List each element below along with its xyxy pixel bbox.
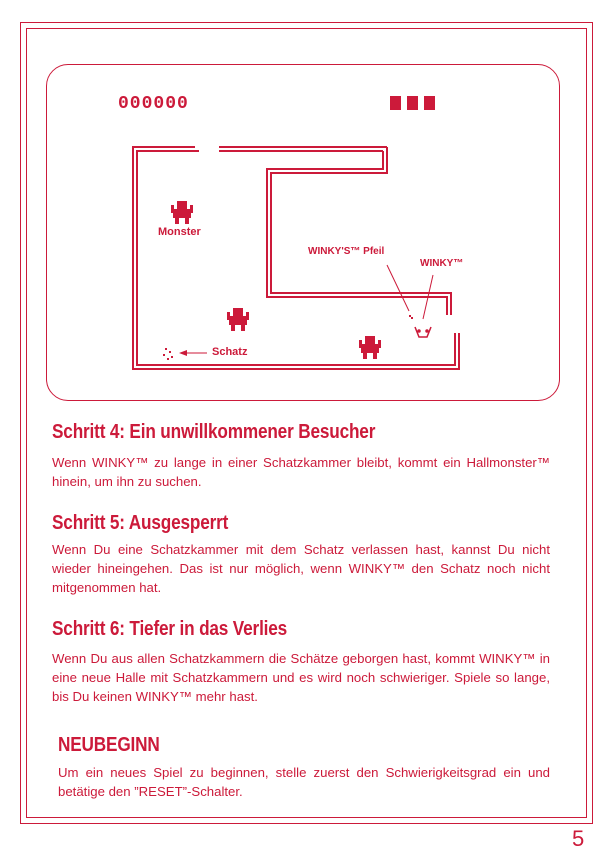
arrow-pointer-line [387,265,409,311]
life-block [390,96,401,110]
section-heading-step-5: Schritt 5: Ausgesperrt [52,512,229,534]
life-block [407,96,418,110]
score-display: 000000 [118,94,189,114]
section-body-step-5: Wenn Du eine Schatzkammer mit dem Schatz verlassen hast, kannst Du nicht wieder hineingehen. Das ist nur möglich, wenn WINKY™ den Schatz noch nicht mitgenommen hat. [52,542,550,595]
maze-wall [407,333,455,365]
game-maze [47,65,559,400]
maze-wall [271,147,451,315]
treasure-icon [163,348,173,360]
life-block [424,96,435,110]
section-heading-step-6: Schritt 6: Tiefer in das Verlies [52,618,288,640]
winky-label: WINKY™ [420,258,464,269]
section-heading-step-4: Schritt 4: Ein unwillkommener Besucher [52,421,376,443]
section-body-step-4: Wenn WINKY™ zu lange in einer Schatzkammer bleibt, kommt ein Hallmonster™ hinein, um ihn zu suchen. [52,455,550,489]
winky-arrow-icon [409,315,413,319]
section-body-step-6: Wenn Du aus allen Schatzkammern die Schätze geborgen hast, kommt WINKY™ in eine neue Halle mit Schatzkammern und es wird noch schwieriger. Spiele so lange, bis Du keinen WINKY™ mehr hast. [52,651,550,704]
treasure-label: Schatz [212,346,248,358]
maze-wall [411,333,459,369]
game-screen-illustration [46,64,560,401]
monster-icon [359,336,381,359]
winky-icon [415,327,431,337]
treasure-pointer-arrowhead [179,350,187,356]
section-heading-restart: NEUBEGINN [58,734,160,756]
section-body-restart: Um ein neues Spiel zu beginnen, stelle zuerst den Schwierigkeitsgrad ein und betätige den ”RESET”-Schalter. [58,765,550,799]
monster-label: Monster [158,226,201,238]
monster-icon [227,308,249,331]
arrow-label: WINKY'S™ Pfeil [308,246,385,257]
maze-wall [267,151,447,315]
lives-indicator [390,96,435,110]
page-number: 5 [572,826,585,851]
monster-icon [171,201,193,224]
